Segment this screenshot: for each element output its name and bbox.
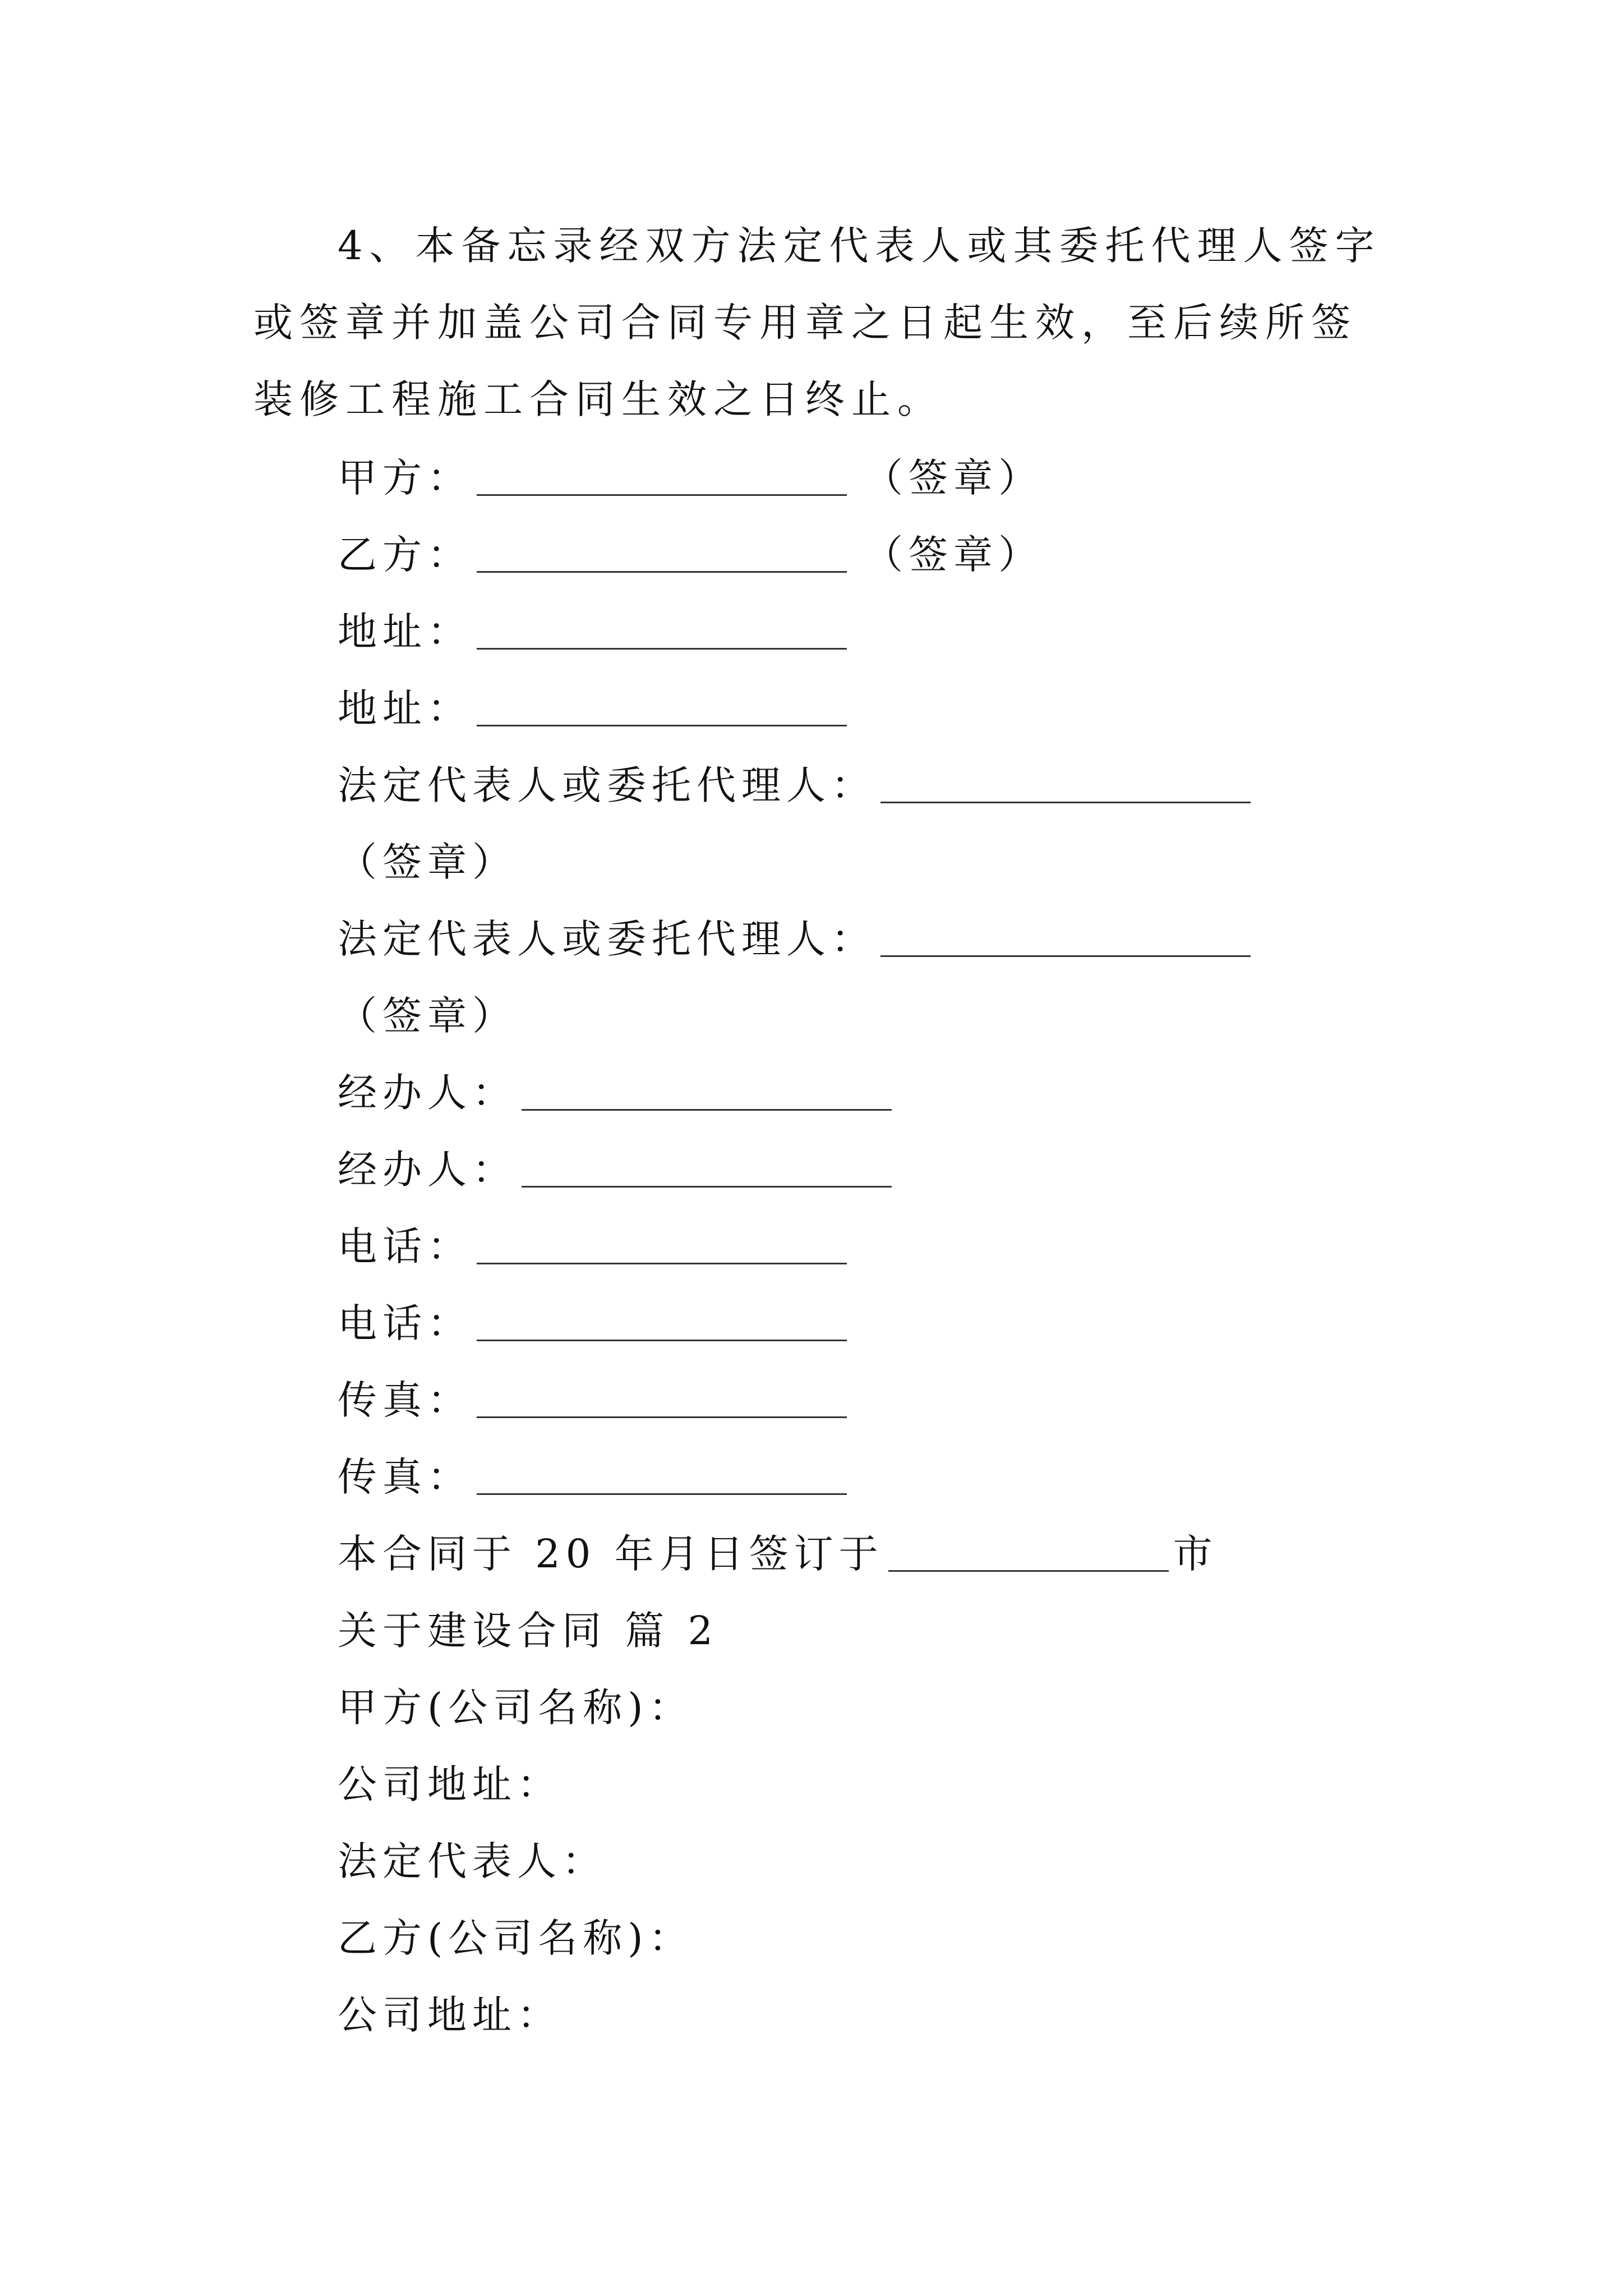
party-a-seal-label: （签章）	[864, 455, 1043, 501]
rep-line-a	[338, 747, 1255, 824]
handler-blank-b[interactable]	[522, 1152, 892, 1188]
section-2-title: 关于建设合同 篇 2	[338, 1608, 719, 1654]
address-blank-b[interactable]	[477, 691, 847, 726]
address-label: 地址：	[338, 609, 472, 655]
rep-blank-b[interactable]	[880, 922, 1251, 957]
party-b-blank[interactable]	[477, 537, 847, 573]
rep-line-b	[338, 901, 1255, 978]
rep-seal-label: （签章）	[338, 839, 517, 885]
signed-prefix: 本合同于 20 年月日签订于	[338, 1531, 884, 1577]
handler-blank-a[interactable]	[522, 1075, 892, 1111]
party-a-blank[interactable]	[477, 461, 847, 496]
company-address-label: 公司地址：	[338, 1761, 562, 1807]
phone-blank-a[interactable]	[477, 1229, 847, 1264]
handler-line-b	[338, 1131, 896, 1208]
fax-blank-b[interactable]	[477, 1460, 847, 1495]
phone-line-b	[338, 1285, 851, 1362]
party-a-company-label: 甲方(公司名称)：	[338, 1685, 694, 1731]
rep-label: 法定代表人或委托代理人：	[338, 916, 876, 962]
signed-city-blank[interactable]	[888, 1536, 1169, 1572]
party-b-label: 乙方：	[338, 532, 472, 578]
address-line-b	[338, 670, 851, 747]
party-b-signature-line	[338, 517, 1043, 593]
fax-label: 传真：	[338, 1377, 472, 1423]
signed-suffix: 市	[1173, 1531, 1218, 1577]
rep-seal-label: （签章）	[338, 993, 517, 1039]
party-a-label: 甲方：	[338, 455, 472, 501]
section-2-party-a	[338, 1669, 694, 1746]
section-2-company-address-b	[338, 1977, 562, 2054]
phone-line-a	[338, 1208, 851, 1285]
handler-label: 经办人：	[338, 1147, 517, 1193]
address-label: 地址：	[338, 685, 472, 731]
company-address-label: 公司地址：	[338, 1992, 562, 2038]
address-blank-a[interactable]	[477, 614, 847, 650]
clause-4-paragraph: 4、本备忘录经双方法定代表人或其委托代理人签字或签章并加盖公司合同专用章之日起生效，至后续所签装修工程施工合同生效之日终止。	[253, 223, 1381, 422]
section-2-company-address-a	[338, 1746, 562, 1823]
section-2-party-b	[338, 1900, 694, 1977]
fax-label: 传真：	[338, 1454, 472, 1500]
rep-label: 法定代表人或委托代理人：	[338, 762, 876, 808]
phone-label: 电话：	[338, 1223, 472, 1269]
party-b-company-label: 乙方(公司名称)：	[338, 1915, 694, 1961]
section-2-legal-rep	[338, 1823, 607, 1900]
fax-line-b	[338, 1439, 851, 1516]
fax-line-a	[338, 1362, 851, 1439]
handler-line-a	[338, 1055, 896, 1131]
rep-seal-line-b	[338, 978, 517, 1055]
fax-blank-a[interactable]	[477, 1383, 847, 1418]
handler-label: 经办人：	[338, 1070, 517, 1116]
rep-blank-a[interactable]	[880, 768, 1251, 803]
party-b-seal-label: （签章）	[864, 532, 1043, 578]
address-line-a	[338, 593, 851, 670]
section-2-heading	[338, 1593, 718, 1669]
signed-date-place-line	[338, 1516, 1218, 1593]
legal-rep-label: 法定代表人：	[338, 1838, 607, 1884]
phone-label: 电话：	[338, 1300, 472, 1346]
party-a-signature-line	[338, 440, 1043, 517]
rep-seal-line-a	[338, 824, 517, 901]
phone-blank-b[interactable]	[477, 1306, 847, 1341]
